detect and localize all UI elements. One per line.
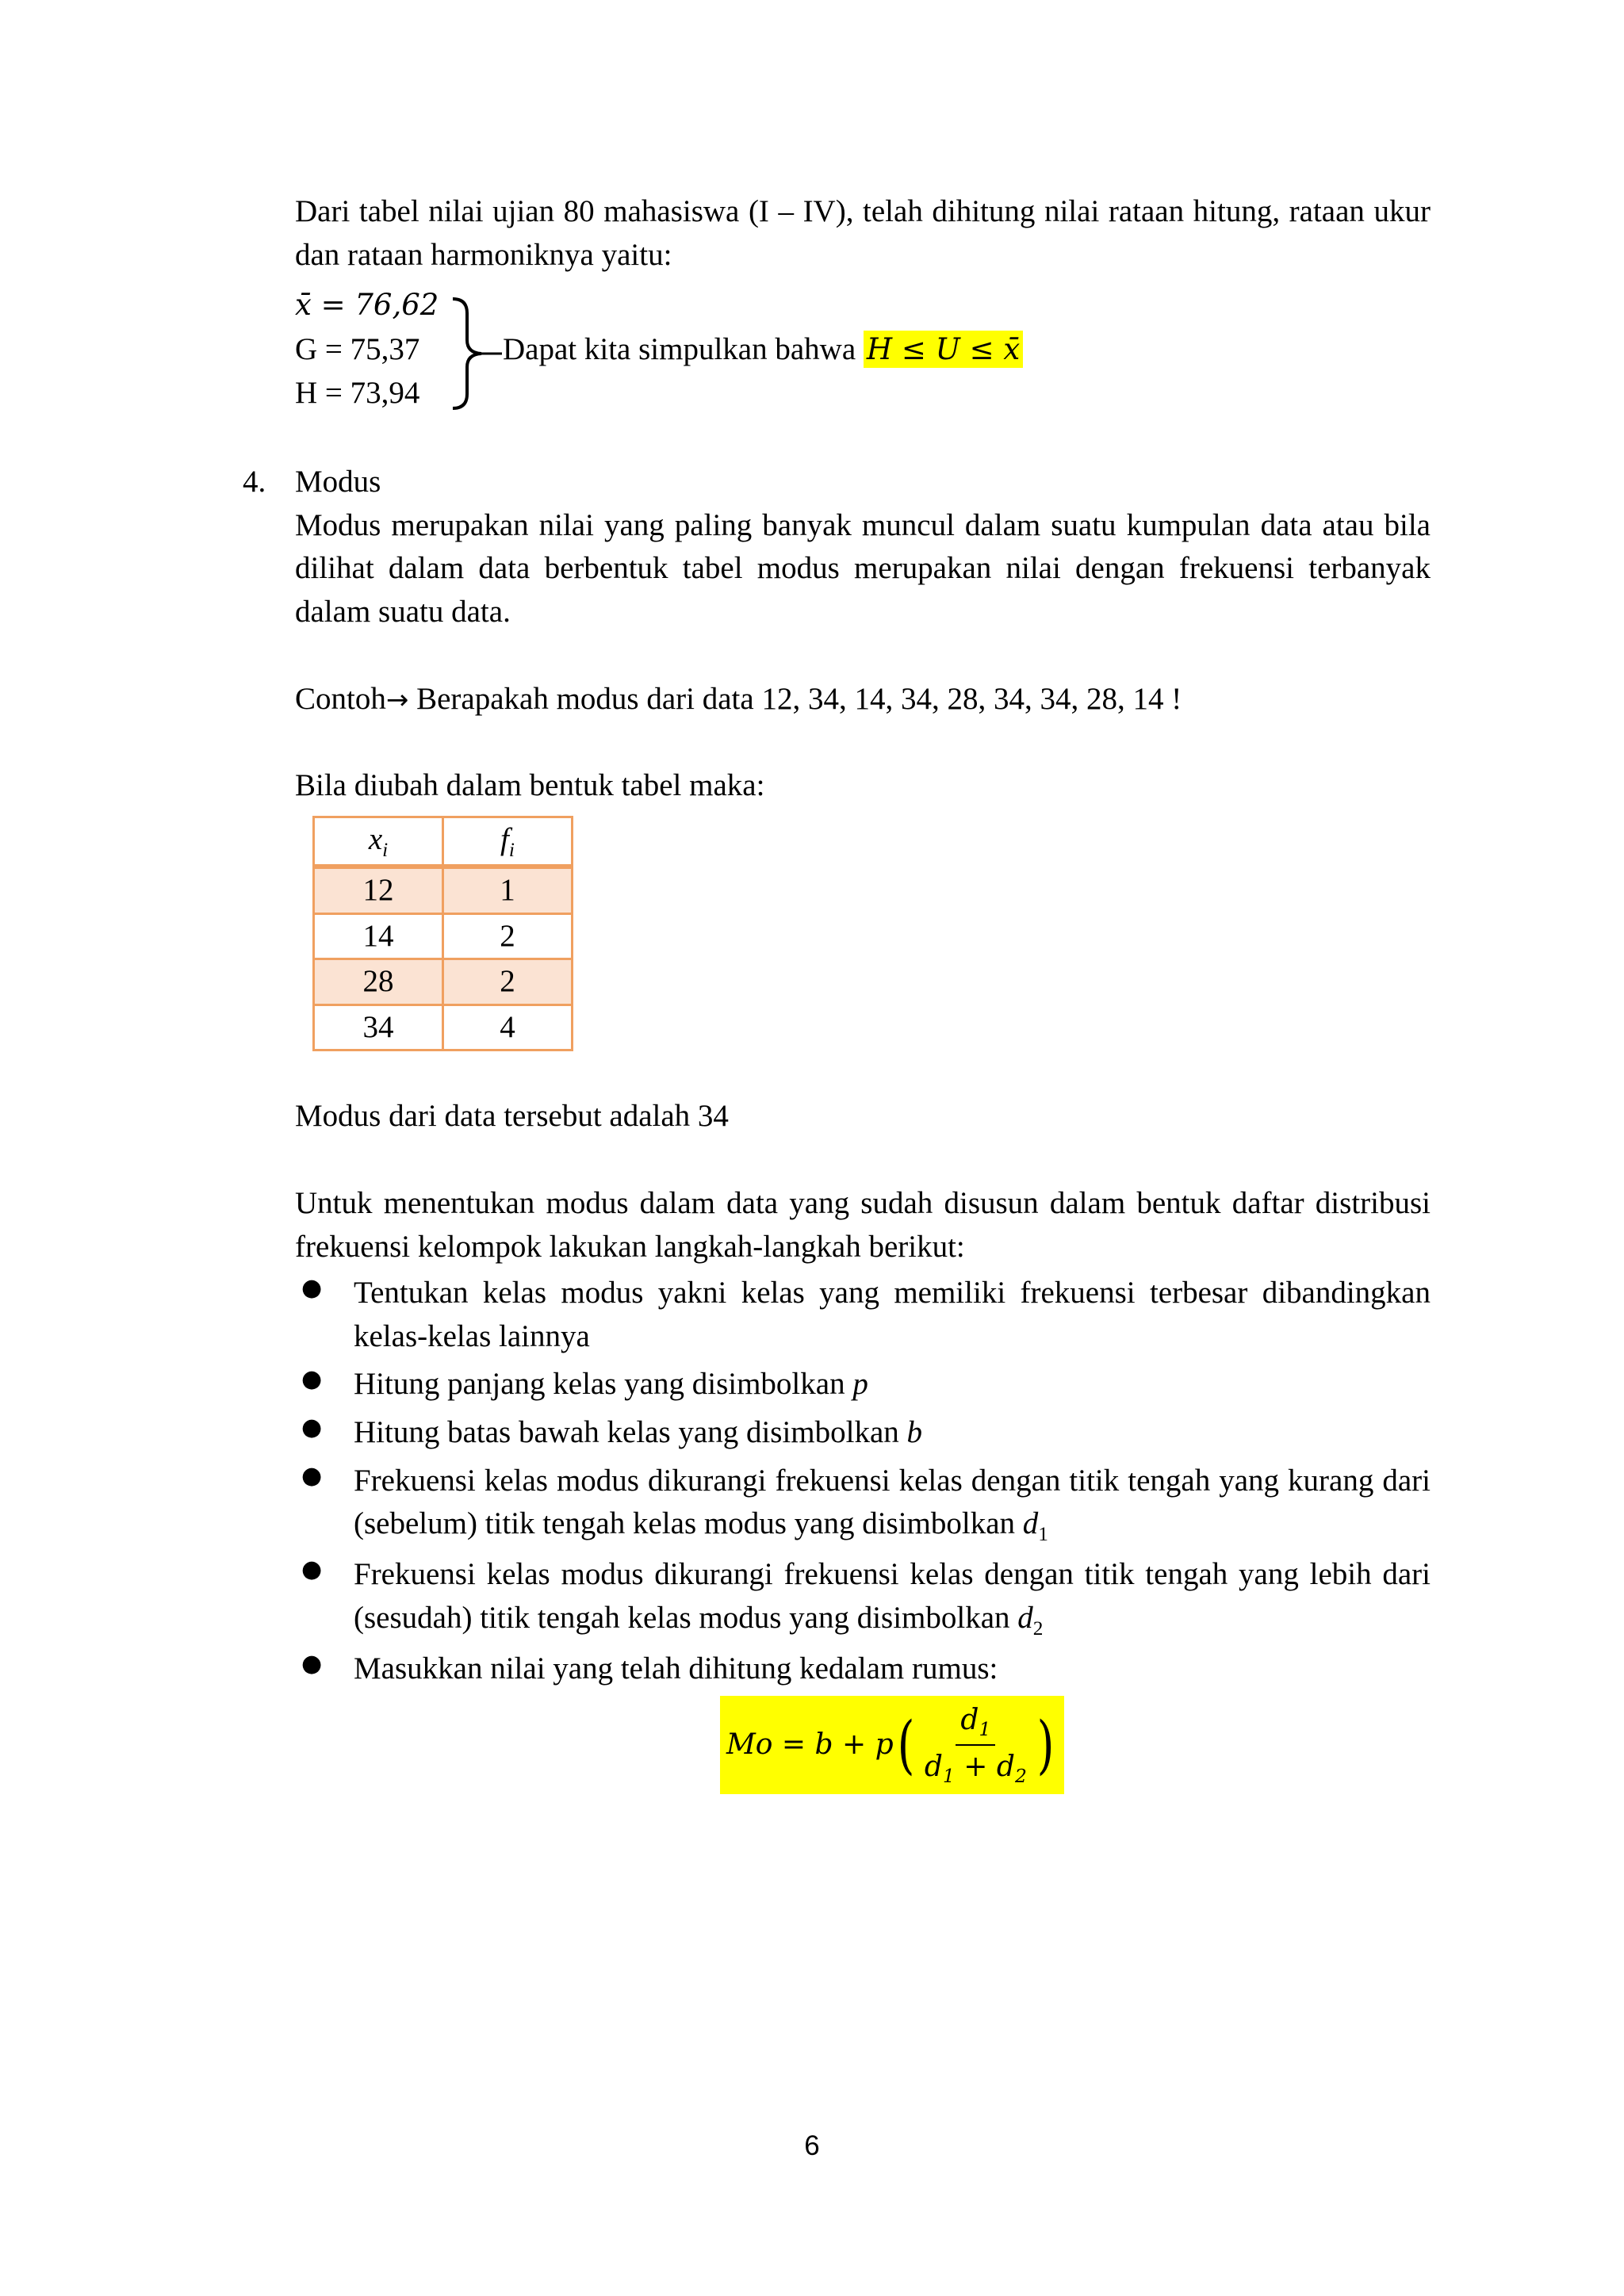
steps-list	[295, 1272, 1431, 1691]
h-equation: H = 73,94	[295, 376, 420, 411]
bullet-icon: ●	[301, 1556, 323, 1584]
example-label: Contoh	[295, 681, 386, 716]
page-content	[243, 190, 1431, 1794]
table-row	[314, 867, 573, 913]
xbar-equation: x̄ = 76,62	[295, 288, 439, 323]
cell-x: 34	[314, 1004, 443, 1050]
means-summary	[295, 285, 1431, 419]
list-item: ● Hitung batas bawah kelas yang disimbolkan b	[295, 1411, 1431, 1455]
formula-numerator: $d_1$	[956, 1701, 995, 1746]
section-title: Modus	[295, 465, 381, 499]
conclusion	[503, 328, 1023, 372]
cell-f: 2	[443, 913, 573, 959]
arrow-right-icon: →	[385, 683, 409, 716]
section-modus	[243, 461, 1431, 1794]
table-row	[314, 1004, 573, 1050]
formula-container	[295, 1696, 1431, 1794]
cell-f: 1	[443, 867, 573, 913]
example-line	[295, 678, 1431, 721]
right-brace-icon	[450, 294, 505, 413]
list-item: ● Masukkan nilai yang telah dihitung kedalam rumus:	[295, 1647, 1431, 1691]
bullet-icon: ●	[301, 1365, 323, 1394]
list-item: ● Hitung panjang kelas yang disimbolkan p	[295, 1363, 1431, 1406]
table-row	[314, 959, 573, 1005]
header-fi: $f_i$	[443, 817, 573, 867]
frequency-table	[312, 816, 573, 1052]
mode-formula	[720, 1696, 1064, 1794]
bullet-icon: ●	[301, 1461, 323, 1490]
list-item: ● Tentukan kelas modus yakni kelas yang memiliki frekuensi terbesar dibandingkan kelas-kelas lainnya	[295, 1272, 1431, 1358]
cell-f: 2	[443, 959, 573, 1005]
cell-f: 4	[443, 1004, 573, 1050]
grouped-intro: Untuk menentukan modus dalam data yang sudah disusun dalam bentuk daftar distribusi frekuensi kelompok lakukan langkah-langkah berikut:	[295, 1185, 1431, 1264]
cell-x: 12	[314, 867, 443, 913]
formula-lhs: Mo = b + p	[726, 1728, 894, 1761]
page-number: 6	[804, 2130, 820, 2161]
section-number: 4.	[243, 465, 266, 499]
bullet-icon: ●	[301, 1413, 323, 1441]
cell-x: 28	[314, 959, 443, 1005]
definition-paragraph: Modus merupakan nilai yang paling banyak muncul dalam suatu kumpulan data atau bila dilihat dalam data berbentuk tabel modus merupakan nilai dengan frekuensi terbanyak dalam suatu data.	[295, 507, 1431, 629]
list-item: ● Frekuensi kelas modus dikurangi frekuensi kelas dengan titik tengah yang kurang dari (sebelum) titik tengah kelas modus yang disimbolkan $d_1$	[295, 1460, 1431, 1549]
conclusion-math: H ≤ U ≤ x̄	[864, 331, 1023, 368]
header-xi: $x_i$	[314, 817, 443, 867]
list-item: ● Frekuensi kelas modus dikurangi frekuensi kelas dengan titik tengah yang lebih dari (sesudah) titik tengah kelas modus yang disimbolkan $d_2$	[295, 1553, 1431, 1643]
table-header-row	[314, 817, 573, 867]
table-row	[314, 913, 573, 959]
cell-x: 14	[314, 913, 443, 959]
formula-close-paren: )	[1036, 1707, 1055, 1781]
bullet-icon: ●	[301, 1650, 323, 1678]
bullet-icon: ●	[301, 1274, 323, 1303]
intro-paragraph: Dari tabel nilai ujian 80 mahasiswa (I – IV), telah dihitung nilai rataan hitung, rataan ukur dan rataan harmoniknya yaitu:	[295, 194, 1431, 272]
formula-fraction	[920, 1701, 1032, 1789]
formula-denominator: $d_1 + d_2$	[924, 1750, 1027, 1787]
formula-open-paren: (	[897, 1707, 915, 1781]
example-text: Berapakah modus dari data 12, 34, 14, 34, 28, 34, 34, 28, 14 !	[416, 681, 1182, 716]
table-intro: Bila diubah dalam bentuk tabel maka:	[295, 768, 765, 803]
result-line: Modus dari data tersebut adalah 34	[295, 1099, 729, 1134]
g-equation: G = 75,37	[295, 332, 420, 367]
conclusion-text: Dapat kita simpulkan bahwa	[503, 332, 856, 367]
